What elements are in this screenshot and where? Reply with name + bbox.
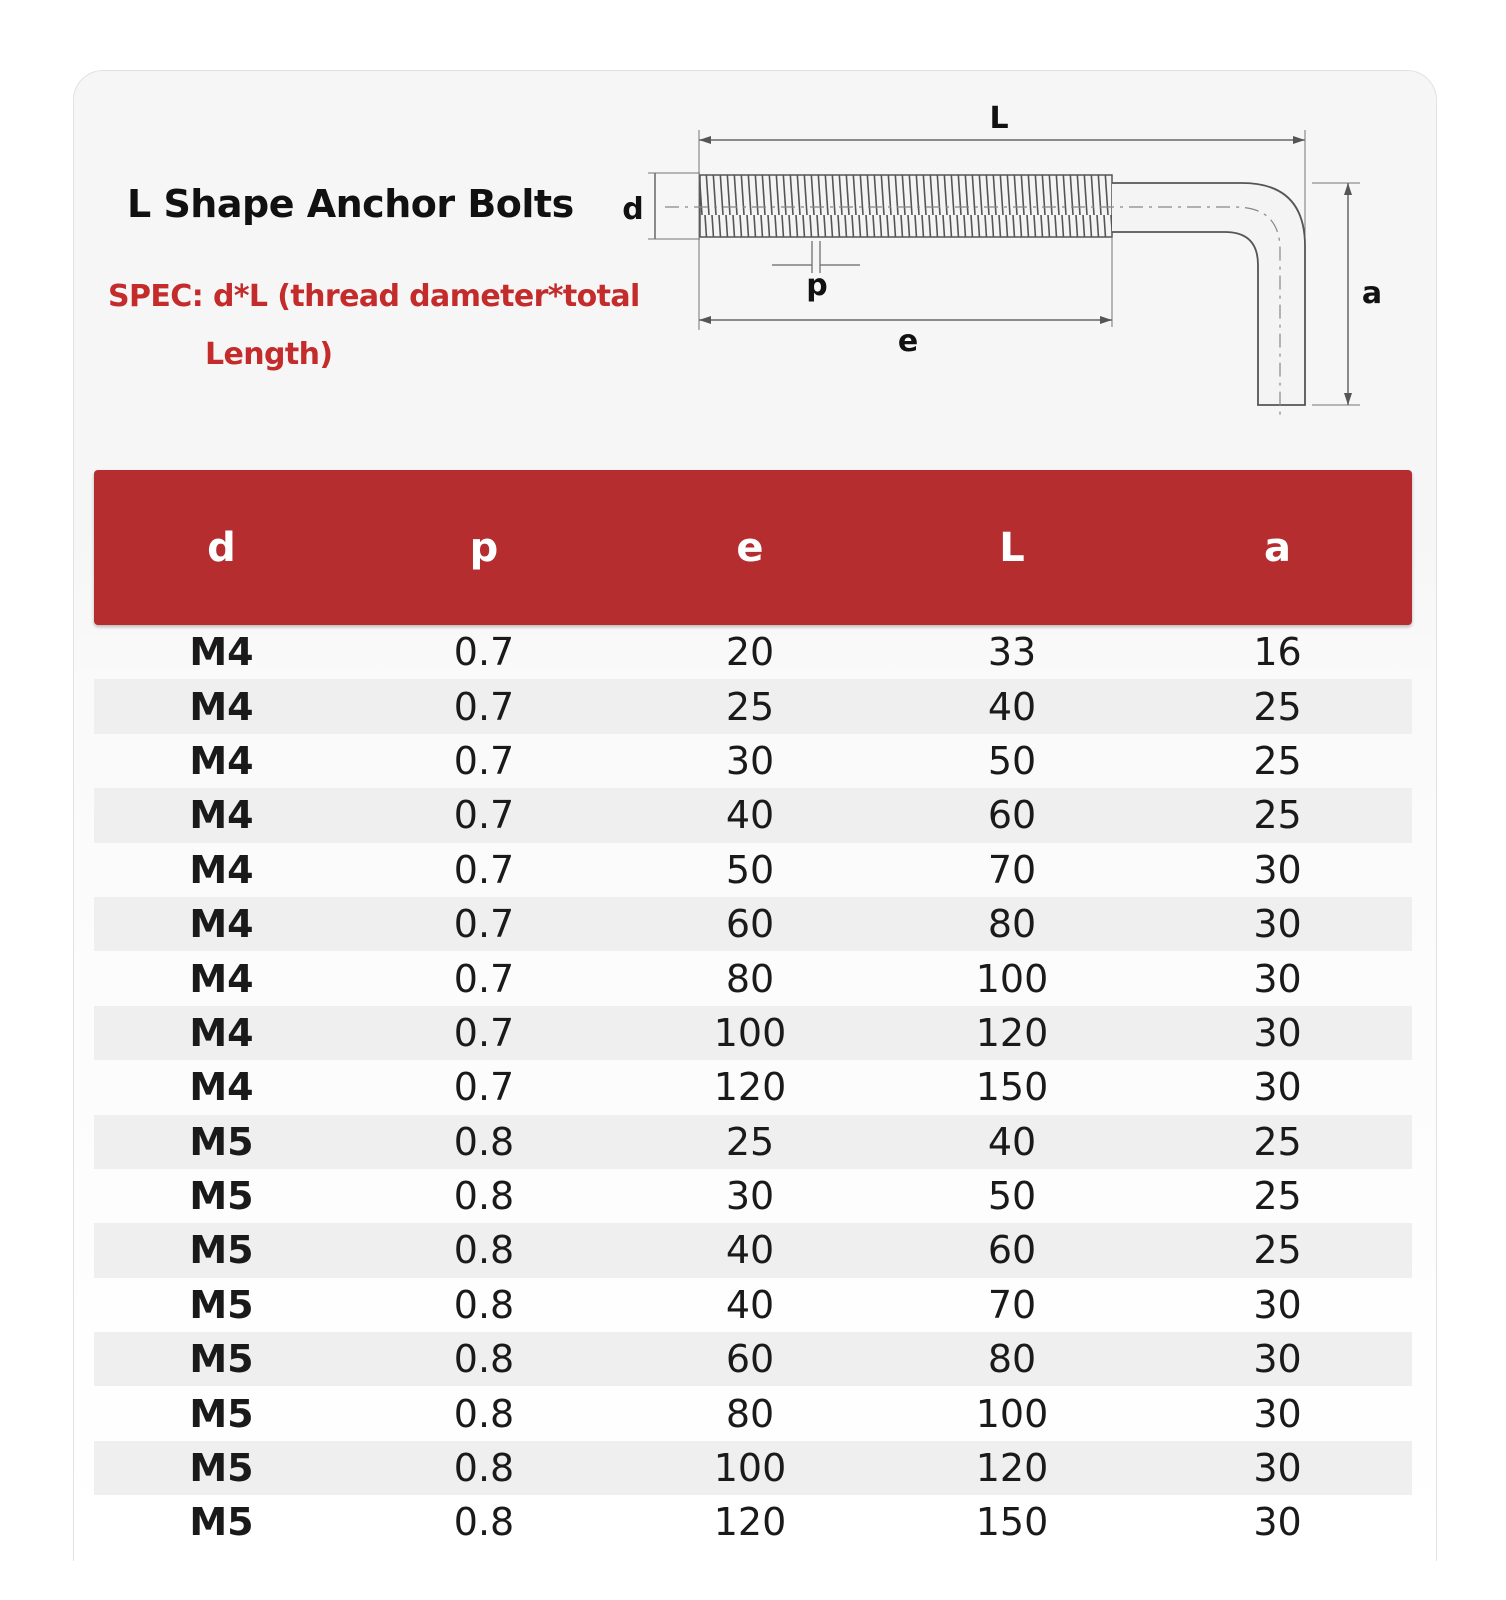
cell-a: 30 [1253, 1282, 1302, 1327]
label-e: e [897, 324, 919, 359]
table-row [94, 1223, 1412, 1277]
cell-l: 80 [987, 902, 1037, 947]
cell-p: 0.7 [453, 902, 515, 947]
table-row [94, 1115, 1412, 1169]
cell-p: 0.8 [453, 1282, 515, 1327]
cell-d: M5 [189, 1174, 254, 1219]
cell-l: 60 [987, 1228, 1037, 1273]
table-row [94, 1332, 1412, 1386]
cell-l: 100 [975, 956, 1049, 1001]
cell-a: 25 [1253, 1174, 1302, 1219]
cell-d: M5 [189, 1446, 254, 1491]
table-row [94, 843, 1412, 897]
cell-e: 100 [713, 1010, 787, 1055]
table-row [94, 897, 1412, 951]
cell-d: M5 [189, 1337, 254, 1382]
cell-l: 80 [987, 1337, 1037, 1382]
cell-d: M5 [189, 1119, 254, 1164]
cell-l: 120 [975, 1446, 1049, 1491]
header-e: e [736, 524, 764, 571]
cell-a: 25 [1253, 793, 1302, 838]
spec-description [108, 268, 668, 384]
spec-line-1: SPEC: d*L (thread dameter*total [108, 279, 640, 314]
table-row [94, 1495, 1412, 1549]
cell-a: 30 [1253, 1391, 1302, 1436]
cell-a: 25 [1253, 684, 1302, 729]
cell-d: M4 [189, 902, 254, 947]
cell-l: 50 [987, 738, 1037, 783]
label-a: a [1361, 276, 1383, 311]
cell-e: 100 [713, 1446, 787, 1491]
cell-e: 120 [713, 1065, 787, 1110]
table-row [94, 1006, 1412, 1060]
cell-p: 0.7 [453, 630, 515, 675]
cell-p: 0.8 [453, 1228, 515, 1273]
cell-p: 0.8 [453, 1500, 515, 1545]
table-body [94, 625, 1412, 1550]
cell-e: 80 [725, 956, 775, 1001]
cell-p: 0.8 [453, 1337, 515, 1382]
table-header [94, 470, 1412, 625]
table-row [94, 679, 1412, 733]
cell-a: 30 [1253, 956, 1302, 1001]
cell-p: 0.7 [453, 1010, 515, 1055]
table-row [94, 1441, 1412, 1495]
table-row [94, 625, 1412, 679]
cell-l: 40 [987, 684, 1037, 729]
cell-a: 30 [1253, 847, 1302, 892]
cell-a: 30 [1253, 1065, 1302, 1110]
cell-l: 150 [975, 1500, 1049, 1545]
cell-e: 60 [725, 1337, 775, 1382]
cell-e: 60 [725, 902, 775, 947]
spec-table [94, 470, 1412, 1550]
cell-a: 25 [1253, 738, 1302, 783]
cell-d: M4 [189, 738, 254, 783]
cell-e: 40 [725, 793, 775, 838]
cell-a: 25 [1253, 1228, 1302, 1273]
cell-d: M5 [189, 1282, 254, 1327]
cell-p: 0.7 [453, 1065, 515, 1110]
label-d: d [622, 192, 644, 227]
cell-l: 40 [987, 1119, 1037, 1164]
cell-e: 20 [725, 630, 775, 675]
cell-e: 30 [725, 738, 775, 783]
cell-p: 0.7 [453, 847, 515, 892]
table-row [94, 788, 1412, 842]
cell-a: 30 [1253, 1010, 1302, 1055]
table-row [94, 734, 1412, 788]
cell-d: M4 [189, 847, 254, 892]
cell-p: 0.7 [453, 956, 515, 1001]
cell-a: 30 [1253, 1337, 1302, 1382]
cell-e: 40 [725, 1282, 775, 1327]
cell-p: 0.8 [453, 1446, 515, 1491]
cell-a: 30 [1253, 1446, 1302, 1491]
cell-d: M4 [189, 793, 254, 838]
cell-e: 120 [713, 1500, 787, 1545]
label-p: p [806, 268, 828, 303]
cell-d: M4 [189, 630, 254, 675]
cell-d: M5 [189, 1391, 254, 1436]
cell-p: 0.8 [453, 1391, 515, 1436]
cell-e: 80 [725, 1391, 775, 1436]
header-l: L [999, 524, 1025, 571]
l-bolt-diagram [620, 95, 1440, 445]
table-row [94, 1386, 1412, 1440]
table-row [94, 1060, 1412, 1114]
cell-e: 50 [725, 847, 775, 892]
cell-p: 0.8 [453, 1119, 515, 1164]
cell-l: 100 [975, 1391, 1049, 1436]
label-l: L [989, 101, 1009, 136]
cell-d: M4 [189, 1010, 254, 1055]
cell-e: 25 [725, 1119, 775, 1164]
cell-l: 50 [987, 1174, 1037, 1219]
cell-d: M5 [189, 1500, 254, 1545]
cell-p: 0.7 [453, 684, 515, 729]
cell-d: M4 [189, 684, 254, 729]
cell-e: 25 [725, 684, 775, 729]
dimension-d [622, 173, 700, 239]
bolt-body [665, 175, 1305, 420]
header-p: p [469, 524, 499, 571]
cell-a: 25 [1253, 1119, 1302, 1164]
cell-d: M5 [189, 1228, 254, 1273]
dimension-l [699, 101, 1305, 395]
cell-e: 40 [725, 1228, 775, 1273]
table-row [94, 1169, 1412, 1223]
cell-d: M4 [189, 1065, 254, 1110]
cell-e: 30 [725, 1174, 775, 1219]
cell-l: 33 [987, 630, 1037, 675]
cell-l: 60 [987, 793, 1037, 838]
page-title: L Shape Anchor Bolts [127, 182, 574, 226]
cell-a: 16 [1253, 630, 1302, 675]
dimension-e [699, 237, 1112, 359]
table-row [94, 1278, 1412, 1332]
cell-a: 30 [1253, 1500, 1302, 1545]
spec-line-2: Length) [205, 337, 333, 372]
dimension-a [1312, 183, 1382, 405]
cell-l: 70 [987, 847, 1037, 892]
cell-p: 0.7 [453, 738, 515, 783]
table-row [94, 951, 1412, 1005]
header-d: d [207, 524, 236, 571]
cell-l: 120 [975, 1010, 1049, 1055]
cell-d: M4 [189, 956, 254, 1001]
cell-p: 0.7 [453, 793, 515, 838]
cell-l: 70 [987, 1282, 1037, 1327]
dimension-p [772, 241, 860, 303]
header-a: a [1264, 524, 1291, 571]
cell-a: 30 [1253, 902, 1302, 947]
cell-p: 0.8 [453, 1174, 515, 1219]
cell-l: 150 [975, 1065, 1049, 1110]
